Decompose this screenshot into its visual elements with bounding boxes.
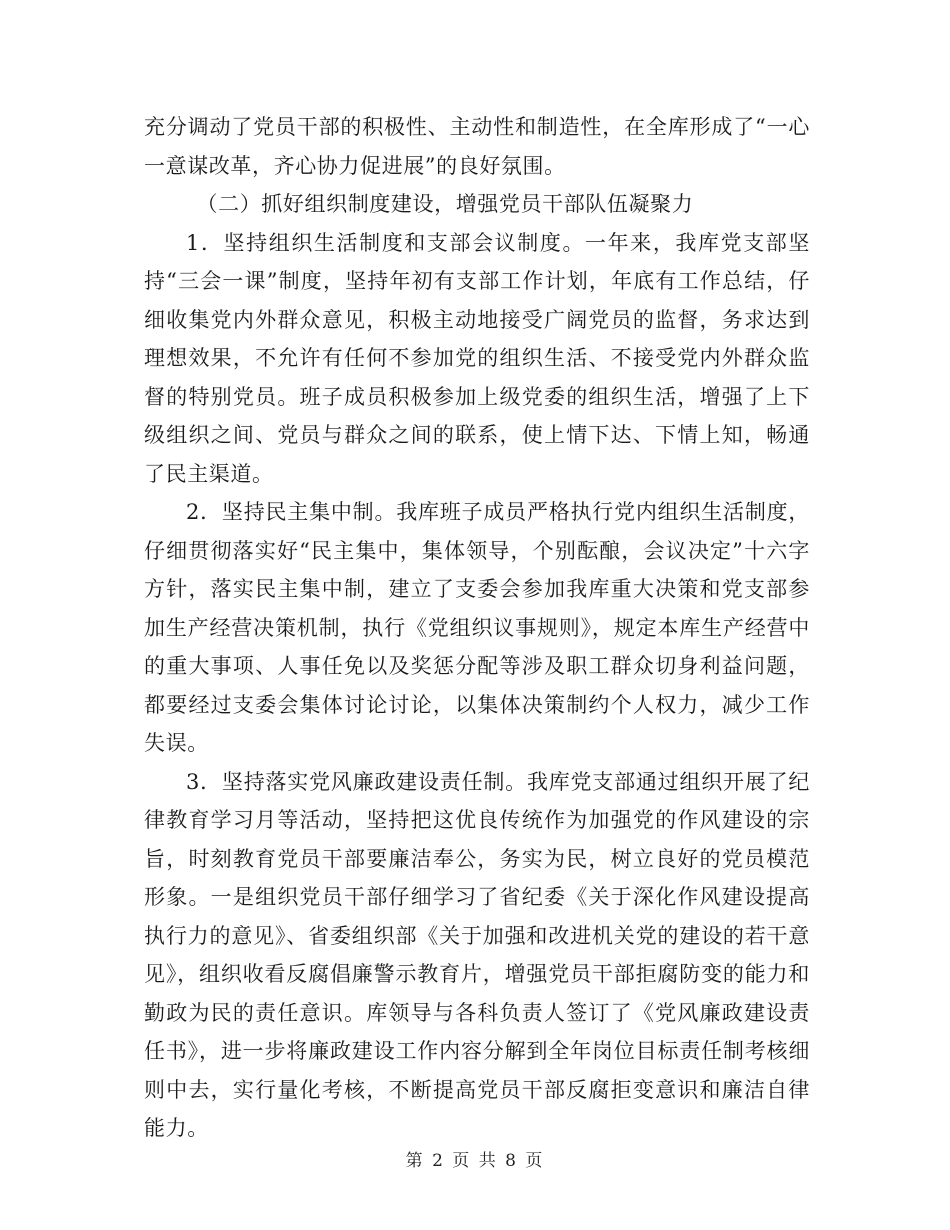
paragraph-continuation: 充分调动了党员干部的积极性、主动性和制造性，在全库形成了“一心一意谋改革，齐心协力促进展”的良好氛围。: [144, 115, 810, 178]
paragraph-item-2: 2．坚持民主集中制。我库班子成员严格执行党内组织生活制度，仔细贯彻落实好“民主集中，集体领导，个别酝酿，会议决定”十六字方针，落实民主集中制，建立了支委会参加我库重大决策和党支部参加生产经营决策机制，执行《党组织议事规则》，规定本库生产经营中的重大事项、人事任免以及奖惩分配等涉及职工群众切身利益问题，都要经过支委会集体讨论讨论，以集体决策制约个人权力，减少工作失误。: [144, 500, 810, 755]
page-number-footer: 第 2 页 共 8 页: [405, 1151, 545, 1171]
paragraph-item-1: 1．坚持组织生活制度和支部会议制度。一年来，我库党支部坚持“三会一课”制度，坚持年初有支部工作计划，年底有工作总结，仔细收集党内外群众意见，积极主动地接受广阔党员的监督，务求达到理想效果，不允许有任何不参加党的组织生活、不接受党内外群众监督的特别党员。班子成员积极参加上级党委的组织生活，增强了上下级组织之间、党员与群众之间的联系，使上情下达、下情上知，畅通了民主渠道。: [144, 230, 810, 486]
section-heading: （二）抓好组织制度建设，增强党员干部队伍凝聚力: [196, 192, 694, 216]
paragraph-item-3: 3．坚持落实党风廉政建设责任制。我库党支部通过组织开展了纪律教育学习月等活动，坚持把这优良传统作为加强党的作风建设的宗旨，时刻教育党员干部要廉洁奉公，务实为民，树立良好的党员模范形象。一是组织党员干部仔细学习了省纪委《关于深化作风建设提高执行力的意见》、省委组织部《关于加强和改进机关党的建设的若干意见》，组织收看反腐倡廉警示教育片，增强党员干部拒腐防变的能力和勤政为民的责任意识。库领导与各科负责人签订了《党风廉政建设责任书》，进一步将廉政建设工作内容分解到全年岗位目标责任制考核细则中去，实行量化考核，不断提高党员干部反腐拒变意识和廉洁自律能力。: [144, 769, 810, 1140]
document-body: [144, 108, 810, 1148]
